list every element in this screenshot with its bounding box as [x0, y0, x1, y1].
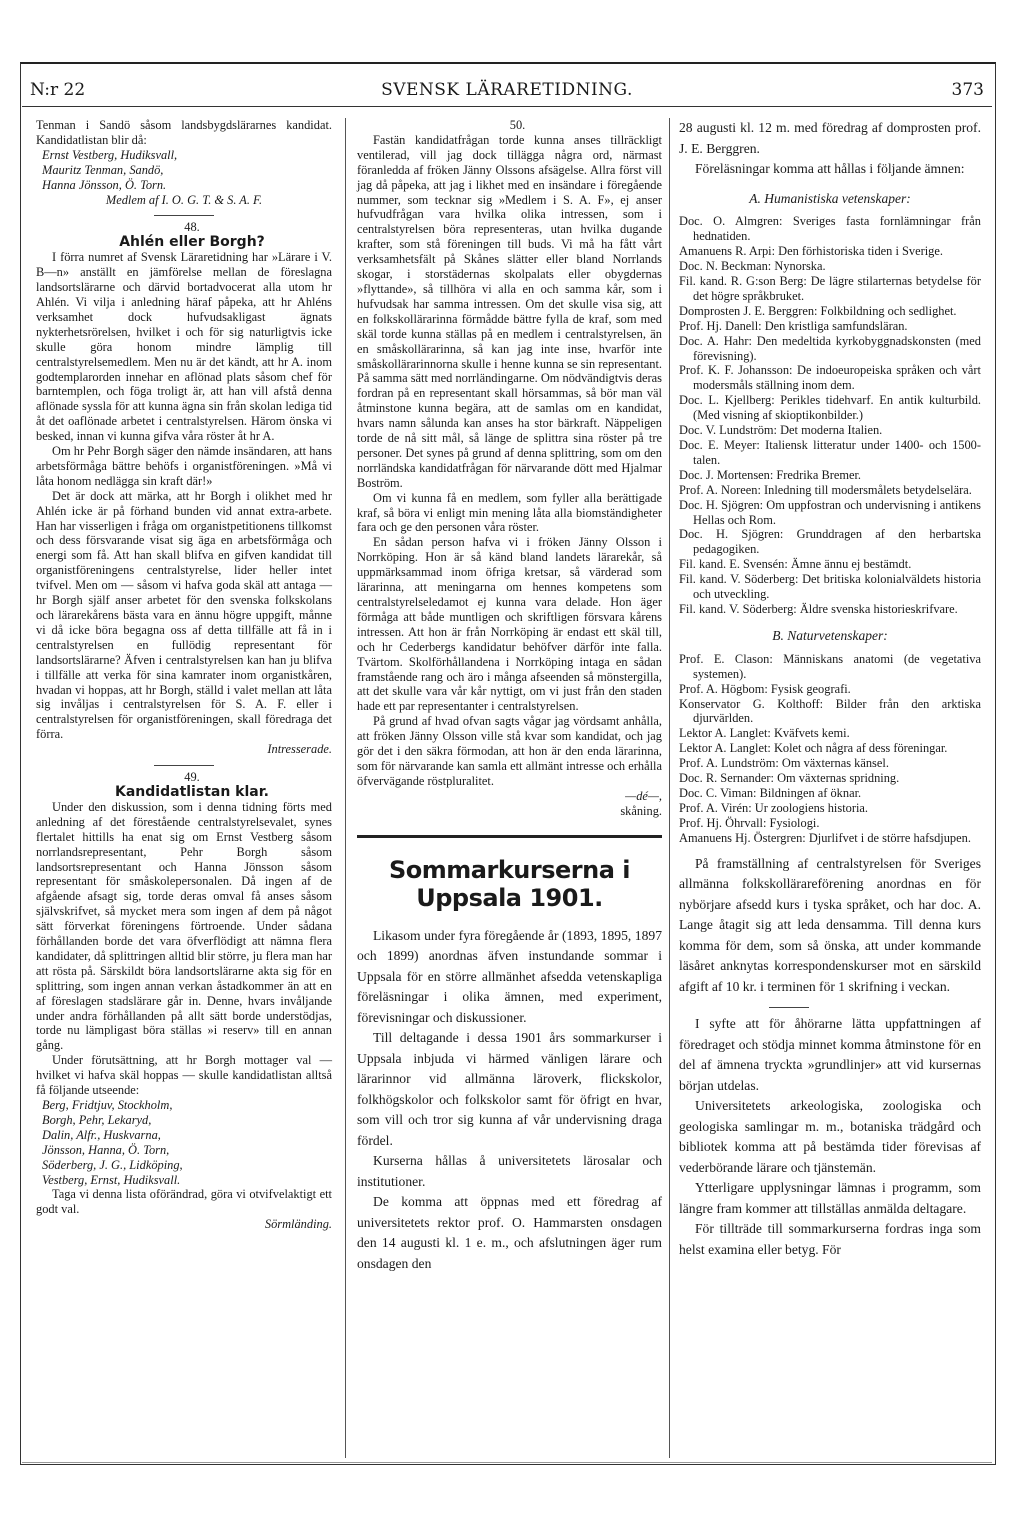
lecture-item: Lektor A. Langlet: Kolet och några af dess föreningar. — [679, 741, 948, 756]
signature-place: skåning. — [620, 803, 662, 818]
subsection-heading-a: A. Humanistiska vetenskaper: — [749, 190, 911, 206]
lecture-item: Prof. Hj. Danell: Den kristliga samfundsläran. — [679, 318, 908, 333]
lecture-item: Doc. R. Sernander: Om växternas spridning. — [679, 771, 900, 786]
paragraph: Taga vi denna lista oförändrad, göra vi otvifvelaktigt ett godt val. — [36, 1187, 332, 1217]
list-item: Söderberg, J. G., Lidköping, — [42, 1157, 183, 1172]
list-item: Ernst Vestberg, Hudiksvall, — [42, 147, 178, 162]
lecture-list-a — [679, 214, 981, 616]
list-item: Berg, Fridtjuv, Stockholm, — [42, 1098, 173, 1112]
paragraph: I förra numret af Svensk Läraretidning har »Lärare i V. B—n» anställt en jämförelse mellan de föreslagna landsortslärarne och därvid bortadvocerat alla utom hr Ahlén. Vi vilja i anledning häraf påpeka, att hr Ahléns verksamhet dock hufvudsakligast ägnats nykterhetsrörelsen, hvilket i och för sig naturligtvis icke skulle göra honom mindre lämplig till centralstyrelsemedlem. Men nu är det kändt, att hr A. inom godtemplarorden innehar en aflönad plats såsom chef för barntemplen, och föga troligt är, att han vill afstå denna aflönade syssla för att kunna ägna sin från skolan lediga tid åt det oaflönade arbetet i centralstyrelsen. Härom önska vi besked, innan vi kunna gifva våra röster åt hr A. — [36, 250, 332, 444]
list-item: Hanna Jönsson, Ö. Torn. — [42, 177, 167, 192]
article-body — [357, 926, 662, 1275]
lecture-item: Doc. V. Lundström: Det moderna Italien. — [679, 423, 883, 438]
paragraph: På grund af hvad ofvan sagts vågar jag vördsamt anhålla, att fröken Jänny Olsson ville stå kvar som kandidat, och jag gör det i den säkra förmodan, att hon är den enda lärarinna, som för närvarande kan samla ett allmänt intresse och erhålla öfvervägande röstpluralitet. — [357, 714, 662, 788]
paragraph: Ytterligare upplysningar lämnas i programm, som längre fram kommer att tillställas anmälda deltagare. — [679, 1180, 981, 1216]
lecture-item: Doc. J. Mortensen: Fredrika Bremer. — [679, 467, 862, 482]
lecture-item: Doc. A. Hahr: Den medeltida kyrkobyggnadskonsten (med förevisning). — [679, 333, 981, 363]
lecture-item: Doc. H. Sjögren: Om uppfostran och undervisning i antikens Hellas och Rom. — [679, 497, 981, 527]
paragraph: I syfte att för åhörarne lätta uppfattningen af föredraget och stödja minnet komma åtminstone för en del af ämnena tryckta »grundlinjer» att vid kursernas början utdelas. — [679, 1016, 981, 1093]
lecture-item: Prof. A. Högbom: Fysisk geografi. — [679, 681, 851, 696]
lecture-item: Doc. N. Beckman: Nynorska. — [679, 259, 826, 274]
lecture-item: Doc. L. Kjellberg: Perikles tidehvarf. En antik kulturbild. (Med visning af skioptikonbilder.) — [679, 393, 981, 423]
footer-rule — [22, 1462, 992, 1463]
column-2 — [357, 118, 662, 1274]
list-item: Jönsson, Hanna, Ö. Torn, — [42, 1142, 170, 1157]
divider — [154, 215, 214, 216]
column-divider-1 — [345, 118, 346, 1458]
page-header — [22, 74, 992, 106]
section-number-50: 50. — [509, 118, 526, 132]
section-title-49: Kandidatlistan klar. — [115, 783, 269, 800]
paragraph: De komma att öppnas med ett föredrag af universitetets rektor prof. O. Hammarsten onsdagen den 14 augusti kl. 1 e. m., och afslutningen äger rum onsdagen den — [357, 1194, 662, 1271]
section-number-48: 48. — [184, 220, 200, 235]
column-1 — [36, 118, 332, 1232]
lecture-item: Doc. C. Viman: Bildningen af öknar. — [679, 785, 862, 800]
list-item: Borgh, Pehr, Lekaryd, — [42, 1112, 152, 1127]
paragraph: Universitetets arkeologiska, zoologiska och geologiska samlingar m. m., botaniska trädgård och bibliotek komma att på bestämda tider förevisas af vederbörande lärare och tjänstemän. — [679, 1098, 981, 1175]
paragraph: På framställning af centralstyrelsen för Sveriges allmänna folkskollärareförening anordnas en för nybörjare afsedd kurs i tyska språket, och har doc. A. Lange åtagit sig att leda densamma. Till denna kurs komma för dem, som så önska, att under kommande läsåret anknytas korrespondenskurser mot en särskild afgift af 10 kr. i terminen för 1 skrifning i veckan. — [679, 855, 981, 994]
paragraph: Det är dock att märka, att hr Borgh i olikhet med hr Ahlén icke är på förhand bunden vid annat extra-arbete. Han har visserligen i fråga om organistpetitionens tillkomst och dess försvarande visat sig äga en arbetsförmåga och energi som få. Att han skall blifva en gifven kandidat till organistföreningens centralstyrelse, lider heller intet tvifvel. Men om — såsom vi hafva goda skäl att antaga — hr Borgh själf anser arbetet för den svenska folkskolans och lärarekårens bästa vara en ännu högre uppgift, månne vi då icke böra begagna oss af detta tillfälle att få in i centralstyrelsen en fullödig representant för landsortslärarne? Äfven i centralstyrelsen kan han ju blifva i tillfälle att verka för sina kamrater inom organistkåren, hvadan vi hoppas, att hr Borgh, ställd i valet mellan att låta sig invåljas i centralstyrelsen för S. A. F. eller i centralstyrelsen för organistföreningen, skall föredraga det förra. — [36, 488, 332, 742]
lecture-item: Prof. A. Noreen: Inledning till modersmålets betydelselära. — [679, 482, 972, 497]
divider — [769, 1007, 809, 1008]
column-divider-2 — [669, 118, 670, 1458]
paragraph: En sådan person hafva vi i fröken Jänny Olsson i Norrköping. Hon är så känd bland landets lärarekår, så uppmärksammad inom öfriga kretsar, så värderad som lärarinna, att meningarna om hennes kompetens som centralstyrelseledamot ej kunna vara delade. Hon äger förmåga att både muntligen och skriftligen försvara kårens intressen. Att hon är från Norrköping är endast ett skäl till, och hr Cederbergs kandidatur behöfver därför inte falla. Tvärtom. Skolförhållandena i Norrköping intaga en sådan framstående rang och äro i många afseenden så mönstergilla, att det skulle vara vår kår nyttigt, om vi just från den staden hade ett par representanter i centralstyrelsen. — [357, 535, 662, 714]
candidate-list — [36, 1098, 332, 1187]
header-rule — [22, 106, 992, 107]
lecture-item: Fil. kand. V. Söderberg: Äldre svenska historieskrifvare. — [679, 601, 958, 616]
lecture-item: Prof. E. Clason: Människans anatomi (de vegetativa systemen). — [679, 651, 981, 681]
lecture-item: Fil. kand. R. G:son Berg: De lägre stilarternas betydelse för det högre språkbruket. — [679, 274, 981, 303]
lecture-list-b — [679, 652, 981, 846]
section-number-49: 49. — [184, 770, 200, 785]
divider — [154, 765, 214, 766]
intro-candidate-list — [36, 148, 332, 193]
paragraph: Föreläsningar komma att hållas i följande ämnen: — [695, 161, 965, 176]
lecture-item: Prof. A. Virén: Ur zoologiens historia. — [679, 800, 868, 815]
lecture-item: Doc. E. Meyer: Italiensk litteratur under 1400- och 1500-talen. — [679, 438, 981, 467]
paragraph: 28 augusti kl. 12 m. med föredrag af domprosten prof. J. E. Berggren. — [679, 120, 981, 156]
column-3 — [679, 118, 981, 1260]
paragraph: Likasom under fyra föregående år (1893, 1895, 1897 och 1899) anordnas äfven instundande sommar i Uppsala för en större allmänhet afsedda vetenskapliga föreläsningar i olika ämnen, med experiment, förevisningar och diskussioner. — [357, 927, 662, 1025]
lecture-item: Prof. K. F. Johansson: De indoeuropeiska språken och vårt modersmåls ställning inom dem. — [679, 363, 981, 393]
page-number: 373 — [951, 80, 984, 100]
signature: Sörmländing. — [264, 1217, 332, 1232]
lecture-item: Doc. H. Sjögren: Grunddragen af den herbartska pedagogiken. — [679, 527, 981, 557]
list-item: Vestberg, Ernst, Hudiksvall. — [42, 1172, 181, 1187]
paragraph: Under förutsättning, att hr Borgh mottager val — hvilket vi hafva skäl hoppas — skulle kandidatlistan alltså få följande utseende: — [36, 1053, 332, 1098]
paragraph: Till deltagande i dessa 1901 års sommarkurser i Uppsala inbjuda vi härmed vänligen lärare och lärarinnor vid allmänna läroverk, flickskolor, folkhögskolor och folkskolor samt för öfrigt en hvar, som vill och tror sig kunna af vår undervisning draga fördel. — [357, 1030, 662, 1148]
paragraph: Kurserna hållas å universitetets lärosalar och institutioner. — [357, 1153, 662, 1189]
section-title-48: Ahlén eller Borgh? — [119, 234, 265, 251]
lecture-item: Amanuens R. Arpi: Den förhistoriska tiden i Sverige. — [679, 244, 943, 259]
lecture-item: Konservator G. Kolthoff: Bilder från den arktiska djurvärlden. — [679, 696, 981, 726]
paragraph: För tillträde till sommarkurserna fordras inga som helst examina eller betyg. För — [679, 1221, 981, 1257]
lecture-item: Fil. kand. E. Svensén: Ämne ännu ej bestämdt. — [679, 557, 912, 572]
lecture-item: Amanuens Hj. Östergren: Djurlifvet i de större hafsdjupen. — [679, 830, 971, 845]
lecture-item: Fil. kand. V. Söderberg: Det britiska kolonialväldets historia och utveckling. — [679, 572, 981, 602]
section-rule — [357, 835, 662, 838]
signature: —dé—, — [625, 788, 662, 803]
paragraph: Under den diskussion, som i denna tidning förts med anledning af det förestående centralstyrelsevalet, synes flertalet hittills ha enat sig om Ernst Vestberg såsom norrlandsrepresentant, Pehr Borgh såsom landsortsrepresentant och Hanna Jönsson såsom representant för småskolepersonalen. Då ingen af de afgående afsagt sig, torde deras omval få anses såsom självskrifvet, så mycket mera som ingen af dem på något sätt förverkat föreningens förtroende. Under sådana förhållanden borde det vara öfverflödigt att nämna flera kandidater, då splittringen alltid blir större, ju flera man har att rösta på. Särskildt böra landsortslärarne akta sig för en splittring, som ingen annan verkan åstadkommer än att en af föreslagen stadslärare går in. Denne, hvars invåljande under andra förhållanden på allt sätt borde understödjas, torde nu lämpligast böra ställas »i reserv» till en annan gång. — [36, 799, 332, 1053]
lecture-item: Prof. Hj. Öhrvall: Fysiologi. — [679, 815, 820, 830]
signature: Intresserade. — [267, 742, 332, 757]
intro-line: Tenman i Sandö såsom landsbygdslärarnes kandidat. Kandidatlistan blir då: — [36, 118, 332, 147]
lecture-item: Lektor A. Langlet: Kväfvets kemi. — [679, 726, 850, 741]
lecture-item: Domprosten J. E. Berggren: Folkbildning och sedlighet. — [679, 303, 957, 318]
lecture-item: Prof. A. Lundström: Om växternas känsel. — [679, 756, 889, 771]
paragraph: Om hr Pehr Borgh säger den nämde insändaren, att hans arbetsförmåga bättre behöfs i organistföreningen. »Må vi låta honom nedlägga sin kraft där!» — [36, 444, 332, 488]
paragraph: Fastän kandidatfrågan torde kunna anses tillräckligt ventilerad, vill jag dock tillägga några ord, närmast föranledda af fröken Jänny Olssons afsägelse. Allra först vill jag då påpeka, att jag i likhet med en insändare i föregående nummer, som tecknar sig »Medlem i S. A. F», ej anser hufvudfrågan vara hvilka olika intressen, som i centralstyrelsen böra representeras, utan hvilka dugande krafter, som stå föreningen till buds. Vi må ha fått vårt verksamhetsfält på Skånes slätter eller bland Norrlands skogar, i storstädernas skolpalats eller obygdernas »flyttande», så tillhöra vi alla en och samma kår, som i hufvudsak har samma intressen. Om det skulle visa sig, att en folkskollärarinna förmådde bättre fylla de kraf, som med skäl torde kunna ställas på en medlem i centralstyrelsen, än en småskollärarinna, så kan jag inte inse, hvarför inte småskollärarinnorna skulle i henne kunna se sin representant. På samma sätt med norrländingarne. Om nödvändigtvis deras fordran på en representant skall hörsammas, så bör man väl åtminstone kunna begära, att de samlas om en kandidat, hvars namn sålunda kan anses ha stor bärkraft. Näppeligen torde de nå sitt mål, så länge de splittra sina röster på tre personer. Det synes på grund af denna splittring, som om den norrländska kandidatfrågan för närvarande dött med Hjalmar Boström. — [357, 132, 662, 490]
issue-number: N:r 22 — [30, 80, 86, 100]
paragraph: Om vi kunna få en medlem, som fyller alla berättigade kraf, så böra vi enligt min mening låta alla biomständigheter fara och ge den personen våra röster. — [357, 490, 662, 535]
list-item: Mauritz Tenman, Sandö, — [42, 162, 164, 177]
list-item: Dalin, Alfr., Huskvarna, — [42, 1127, 161, 1142]
article-title: Sommarkurserna i Uppsala 1901. — [389, 855, 630, 912]
intro-signature: Medlem af I. O. G. T. & S. A. F. — [105, 192, 263, 207]
lecture-item: Doc. O. Almgren: Sveriges fasta fornlämningar från hednatiden. — [679, 214, 981, 244]
newspaper-title: SVENSK LÄRARETIDNING. — [381, 80, 633, 100]
subsection-heading-b: B. Naturvetenskaper: — [772, 627, 888, 643]
